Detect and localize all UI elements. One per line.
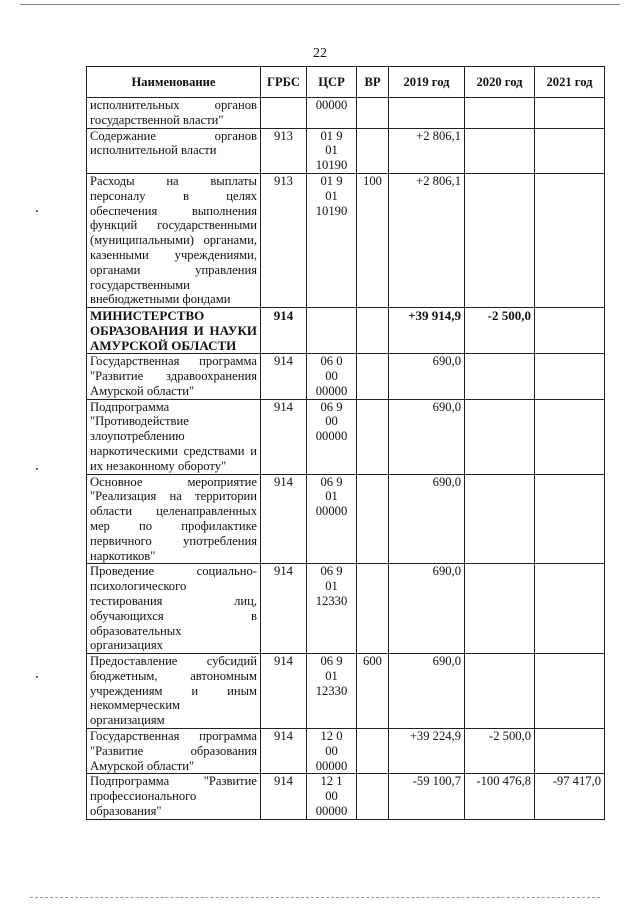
row-name: Подпрограмма "Развитие профессионального образования" <box>87 774 261 819</box>
header-2020: 2020 год <box>465 67 535 98</box>
csr-part: 01 <box>325 668 338 683</box>
csr-part: 10190 <box>315 203 348 218</box>
csr-part: 06 0 <box>320 354 343 369</box>
row-2019: +39 914,9 <box>389 308 465 354</box>
row-2019: 690,0 <box>389 564 465 654</box>
row-2020 <box>465 173 535 307</box>
row-csr <box>307 474 357 564</box>
table-row <box>87 98 605 129</box>
row-csr <box>307 399 357 474</box>
row-2021 <box>535 308 605 354</box>
row-2020 <box>465 128 535 173</box>
row-2021 <box>535 729 605 774</box>
row-2020: -2 500,0 <box>465 729 535 774</box>
row-2019 <box>389 98 465 129</box>
row-csr <box>307 729 357 774</box>
row-2019: 690,0 <box>389 474 465 564</box>
row-csr <box>307 564 357 654</box>
row-name: исполнительных органов государственной власти" <box>87 98 261 129</box>
row-grbs: 913 <box>261 173 307 307</box>
row-vr <box>357 774 389 819</box>
row-2019: -59 100,7 <box>389 774 465 819</box>
budget-table <box>86 66 605 820</box>
scan-speck <box>36 468 38 470</box>
scan-speck <box>36 210 38 212</box>
scan-speck <box>36 676 38 678</box>
header-grbs: ГРБС <box>261 67 307 98</box>
row-vr: 100 <box>357 173 389 307</box>
csr-part: 00000 <box>315 504 348 519</box>
row-2019: 690,0 <box>389 354 465 399</box>
row-grbs: 913 <box>261 128 307 173</box>
row-2019: +39 224,9 <box>389 729 465 774</box>
row-2020 <box>465 98 535 129</box>
row-2020 <box>465 354 535 399</box>
header-2019: 2019 год <box>389 67 465 98</box>
row-vr: 600 <box>357 654 389 729</box>
row-2020: -100 476,8 <box>465 774 535 819</box>
row-2020 <box>465 474 535 564</box>
row-name: Государственная программа "Развитие здравоохранения Амурской области" <box>87 354 261 399</box>
row-name: Проведение социально-психологического тестирования лиц, обучающихся в образовательных организациях <box>87 564 261 654</box>
row-2021 <box>535 98 605 129</box>
row-2020 <box>465 654 535 729</box>
table-row <box>87 399 605 474</box>
csr-part: 00 <box>325 414 338 429</box>
row-grbs: 914 <box>261 774 307 819</box>
row-grbs: 914 <box>261 399 307 474</box>
row-vr <box>357 399 389 474</box>
header-2021: 2021 год <box>535 67 605 98</box>
row-name: Предоставление субсидий бюджетным, автономным учреждениям и иным некоммерческим организациям <box>87 654 261 729</box>
table-row <box>87 729 605 774</box>
csr-part: 12 0 <box>320 729 343 744</box>
csr-part: 00 <box>325 368 338 383</box>
header-name: Наименование <box>87 67 261 98</box>
table-row <box>87 173 605 307</box>
row-csr <box>307 354 357 399</box>
row-vr <box>357 98 389 129</box>
row-2020 <box>465 399 535 474</box>
table-row <box>87 354 605 399</box>
row-2019: +2 806,1 <box>389 173 465 307</box>
row-vr <box>357 729 389 774</box>
row-name: МИНИСТЕРСТВО ОБРАЗОВАНИЯ И НАУКИ АМУРСКОЙ ОБЛАСТИ <box>87 308 261 354</box>
row-2021 <box>535 654 605 729</box>
row-2019: 690,0 <box>389 654 465 729</box>
table-row <box>87 308 605 354</box>
row-name: Основное мероприятие "Реализация на территории области целенаправленных мер по профилактике первичного употребления наркотиков" <box>87 474 261 564</box>
row-2021 <box>535 173 605 307</box>
row-2021 <box>535 128 605 173</box>
row-2019: +2 806,1 <box>389 128 465 173</box>
csr-part: 00 <box>325 789 338 804</box>
table-body <box>87 98 605 820</box>
row-csr <box>307 774 357 819</box>
csr-part: 01 <box>325 143 338 158</box>
row-2021 <box>535 474 605 564</box>
csr-part: 01 9 <box>320 173 343 188</box>
csr-part: 06 9 <box>320 654 343 669</box>
row-csr <box>307 308 357 354</box>
csr-part: 06 9 <box>320 564 343 579</box>
csr-part: 00000 <box>315 383 348 398</box>
table-row <box>87 128 605 173</box>
table-header-row <box>87 67 605 98</box>
csr-part: 12330 <box>315 683 348 698</box>
row-grbs: 914 <box>261 654 307 729</box>
row-vr <box>357 128 389 173</box>
row-2021 <box>535 564 605 654</box>
row-grbs: 914 <box>261 474 307 564</box>
row-csr <box>307 128 357 173</box>
table-row <box>87 564 605 654</box>
csr-part: 06 9 <box>320 474 343 489</box>
row-csr <box>307 173 357 307</box>
table-row <box>87 774 605 819</box>
row-grbs: 914 <box>261 564 307 654</box>
row-grbs: 914 <box>261 308 307 354</box>
table-row <box>87 474 605 564</box>
row-vr <box>357 308 389 354</box>
row-csr <box>307 654 357 729</box>
csr-part: 00000 <box>315 758 348 773</box>
csr-part: 12 1 <box>320 774 343 789</box>
row-grbs: 914 <box>261 729 307 774</box>
csr-part: 00000 <box>315 429 348 444</box>
row-name: Подпрограмма "Противодействие злоупотреблению наркотическими средствами и их незаконному обороту" <box>87 399 261 474</box>
csr-part: 00000 <box>315 804 348 819</box>
header-csr: ЦСР <box>307 67 357 98</box>
csr-part: 00 <box>325 743 338 758</box>
row-vr <box>357 474 389 564</box>
row-2020 <box>465 564 535 654</box>
row-vr <box>357 354 389 399</box>
csr-part: 06 9 <box>320 399 343 414</box>
row-csr <box>307 98 357 129</box>
row-name: Содержание органов исполнительной власти <box>87 128 261 173</box>
row-2020: -2 500,0 <box>465 308 535 354</box>
csr-part: 01 <box>325 579 338 594</box>
page-number: 22 <box>313 46 327 61</box>
row-name: Расходы на выплаты персоналу в целях обеспечения выполнения функций государственными (муниципальными) органами, казенными учреждениями, органами управления государственными внебюджетными фондами <box>87 173 261 307</box>
table-row <box>87 654 605 729</box>
row-2021 <box>535 354 605 399</box>
row-2019: 690,0 <box>389 399 465 474</box>
scan-edge-bottom <box>30 897 600 898</box>
csr-part: 01 9 <box>320 128 343 143</box>
scan-edge-top <box>20 4 620 5</box>
row-vr <box>357 564 389 654</box>
csr-part: 01 <box>325 489 338 504</box>
row-grbs <box>261 98 307 129</box>
row-2021 <box>535 399 605 474</box>
csr-part: 00000 <box>315 98 348 112</box>
row-name: Государственная программа "Развитие образования Амурской области" <box>87 729 261 774</box>
row-grbs: 914 <box>261 354 307 399</box>
csr-part: 12330 <box>315 593 348 608</box>
csr-part: 10190 <box>315 158 348 173</box>
header-vr: ВР <box>357 67 389 98</box>
row-2021: -97 417,0 <box>535 774 605 819</box>
csr-part: 01 <box>325 188 338 203</box>
